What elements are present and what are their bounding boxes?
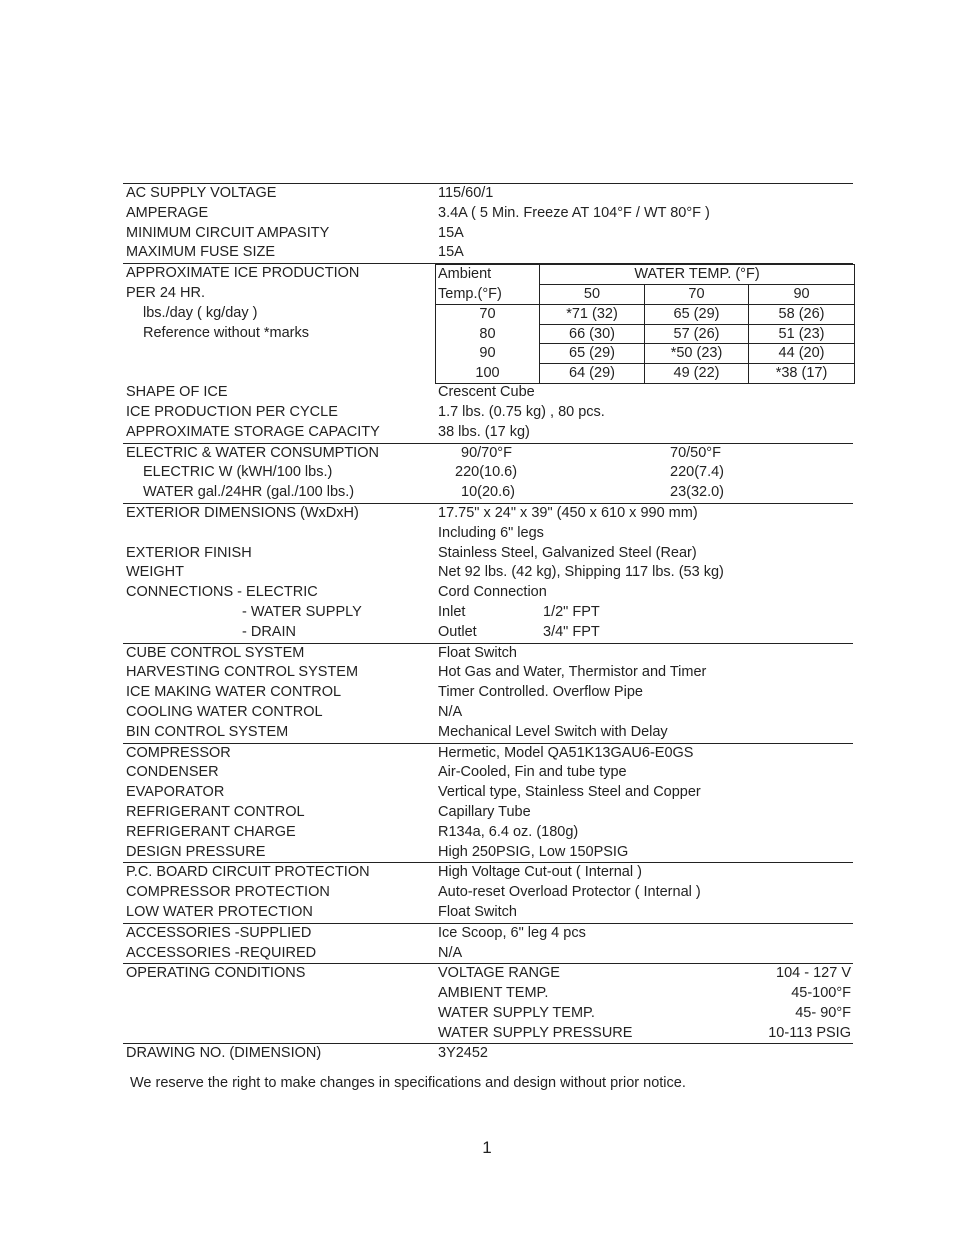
section-control [123,643,853,743]
spec-value: Inlet [438,603,466,620]
spec-value: R134a, 6.4 oz. (180g) [438,823,579,840]
spec-label: COMPRESSOR [126,744,231,761]
consumption-col-2: 70/50°F [670,444,721,461]
spec-row [123,524,853,544]
section-consumption [123,443,853,503]
spec-value: Stainless Steel, Galvanized Steel (Rear) [438,544,697,561]
spec-row [123,403,853,423]
production-cell: *71 (32) [540,304,645,324]
spec-value: Crescent Cube [438,384,535,401]
condition-value: 45-100°F [791,985,851,1002]
spec-value: Cord Connection [438,584,547,601]
ambient-temp-cell: 100 [436,364,540,384]
spec-value: 17.75" x 24" x 39" (450 x 610 x 990 mm) [438,504,698,521]
spec-value: Mechanical Level Switch with Delay [438,723,668,740]
production-cell: 66 (30) [540,324,645,344]
condition-name: VOLTAGE RANGE [438,965,560,982]
spec-label: DESIGN PRESSURE [126,843,266,860]
spec-row [123,744,853,764]
spec-value: Hot Gas and Water, Thermistor and Timer [438,664,707,681]
spec-label: EXTERIOR DIMENSIONS (WxDxH) [126,504,359,521]
spec-label: EVAPORATOR [126,784,225,801]
water-value-1: 10(20.6) [461,484,516,501]
table-row [436,265,855,285]
spec-row [123,843,853,863]
ice-production-label: PER 24 HR. [126,284,205,301]
water-value-2: 23(32.0) [670,484,725,501]
spec-label: COOLING WATER CONTROL [126,703,323,720]
spec-row [123,944,853,964]
spec-value: 15A [438,224,464,241]
spec-row [123,863,853,883]
spec-label: CUBE CONTROL SYSTEM [126,644,305,661]
spec-row [123,243,853,263]
table-row [436,344,855,364]
spec-value: Including 6" legs [438,524,544,541]
production-cell: 51 (23) [749,324,855,344]
spec-value: 1/2" FPT [543,603,600,620]
ambient-header: Temp.(°F) [436,284,540,304]
spec-row [123,1044,853,1064]
condition-name: WATER SUPPLY TEMP. [438,1004,595,1021]
spec-row [123,204,853,224]
spec-value: Air-Cooled, Fin and tube type [438,764,627,781]
spec-value: 3/4" FPT [543,623,600,640]
spec-row [123,623,853,643]
spec-label: CONNECTIONS - ELECTRIC [126,584,318,601]
spec-row [123,883,853,903]
page-number: 1 [482,1138,492,1157]
production-cell: 65 (29) [540,344,645,364]
section-power-supply [123,183,853,263]
spec-row [123,723,853,743]
spec-label: ACCESSORIES -REQUIRED [126,944,317,961]
spec-label: COMPRESSOR PROTECTION [126,884,330,901]
section-drawing [123,1044,853,1064]
ambient-header: Ambient [436,265,540,285]
spec-label: REFRIGERANT CONTROL [126,803,305,820]
table-row [436,284,855,304]
spec-value: Net 92 lbs. (42 kg), Shipping 117 lbs. (53 kg) [438,564,724,581]
ambient-temp-cell: 80 [436,324,540,344]
section-operating-conditions [123,963,853,1044]
spec-label: AC SUPPLY VOLTAGE [126,185,277,201]
spec-label: REFRIGERANT CHARGE [126,823,296,840]
section-accessories [123,923,853,964]
spec-row [123,703,853,723]
spec-label: CONDENSER [126,764,219,781]
spec-row [123,383,853,403]
spec-row [123,763,853,783]
spec-value: Auto-reset Overload Protector ( Internal ) [438,884,701,901]
spec-label: MAXIMUM FUSE SIZE [126,244,276,261]
ambient-temp-cell: 70 [436,304,540,324]
disclaimer-note: We reserve the right to make changes in specifications and design without prior notice. [130,1075,686,1091]
spec-label: BIN CONTROL SYSTEM [126,723,289,740]
spec-label: EXTERIOR FINISH [126,544,252,561]
spec-label: HARVESTING CONTROL SYSTEM [126,664,359,681]
condition-name: AMBIENT TEMP. [438,985,549,1002]
spec-row [123,823,853,843]
section-dimensions [123,503,853,643]
production-cell: *38 (17) [749,364,855,384]
production-cell: 65 (29) [645,304,749,324]
spec-value: 3Y2452 [438,1045,488,1062]
ice-production-block [123,264,853,383]
water-temp-header: WATER TEMP. (°F) [540,265,855,285]
table-row [436,364,855,384]
spec-row [123,184,853,204]
spec-row [123,1024,853,1044]
spec-row [123,544,853,564]
production-cell: 44 (20) [749,344,855,364]
electric-value-2: 220(7.4) [670,464,725,481]
spec-label: - DRAIN [242,623,296,640]
spec-label: WEIGHT [126,564,184,581]
spec-row [123,783,853,803]
spec-row [123,984,853,1004]
consumption-label: ELECTRIC & WATER CONSUMPTION [126,444,379,461]
spec-row [123,504,853,524]
spec-value: Outlet [438,623,477,640]
spec-label: MINIMUM CIRCUIT AMPASITY [126,224,330,241]
production-cell: 49 (22) [645,364,749,384]
spec-row [123,444,853,464]
table-row [436,304,855,324]
spec-label: ICE MAKING WATER CONTROL [126,684,342,701]
spec-label: AMPERAGE [126,204,209,221]
spec-label: APPROXIMATE STORAGE CAPACITY [126,423,380,440]
spec-label: - WATER SUPPLY [242,603,362,620]
condition-value: 10-113 PSIG [768,1024,851,1041]
production-cell: 64 (29) [540,364,645,384]
spec-row [123,803,853,823]
spec-value: Float Switch [438,644,517,661]
spec-row [123,683,853,703]
condition-name: WATER SUPPLY PRESSURE [438,1024,633,1041]
spec-value: Capillary Tube [438,803,531,820]
spec-row [123,603,853,623]
electric-label: ELECTRIC W (kWH/100 lbs.) [143,464,333,481]
ice-production-label: APPROXIMATE ICE PRODUCTION [126,265,360,282]
ice-production-unit: lbs./day ( kg/day ) [143,304,258,321]
electric-value-1: 220(10.6) [455,464,518,481]
water-label: WATER gal./24HR (gal./100 lbs.) [143,484,355,501]
spec-label: ICE PRODUCTION PER CYCLE [126,403,338,420]
spec-row [123,924,853,944]
spec-value: High Voltage Cut-out ( Internal ) [438,864,642,881]
spec-value: N/A [438,703,463,720]
spec-row [123,964,853,984]
spec-label: P.C. BOARD CIRCUIT PROTECTION [126,864,370,881]
spec-value: 38 lbs. (17 kg) [438,423,530,440]
spec-row [123,583,853,603]
ambient-temp-cell: 90 [436,344,540,364]
spec-value: Ice Scoop, 6" leg 4 pcs [438,924,586,941]
ice-production-note: Reference without *marks [143,324,310,341]
spec-row [123,644,853,664]
spec-row [123,903,853,923]
spec-label: DRAWING NO. (DIMENSION) [126,1045,322,1062]
production-cell: 58 (26) [749,304,855,324]
water-temp-column: 90 [749,284,855,304]
spec-label: ACCESSORIES -SUPPLIED [126,924,312,941]
spec-row [123,563,853,583]
spec-row [123,224,853,244]
spec-label: OPERATING CONDITIONS [126,965,306,982]
spec-label: LOW WATER PROTECTION [126,903,313,920]
water-temp-column: 50 [540,284,645,304]
ice-production-table [435,264,855,384]
spec-value: 3.4A ( 5 Min. Freeze AT 104°F / WT 80°F ) [438,204,710,221]
spec-row [123,463,853,483]
spec-value: 1.7 lbs. (0.75 kg) , 80 pcs. [438,403,605,420]
spec-row [123,483,853,503]
spec-value: Timer Controlled. Overflow Pipe [438,684,643,701]
spec-value: Hermetic, Model QA51K13GAU6-E0GS [438,744,694,761]
spec-row [123,423,853,443]
section-protection [123,862,853,922]
spec-value: 15A [438,244,464,261]
production-cell: 57 (26) [645,324,749,344]
spec-value: Float Switch [438,903,517,920]
production-cell: *50 (23) [645,344,749,364]
spec-row [123,663,853,683]
condition-value: 104 - 127 V [776,965,851,982]
water-temp-column: 70 [645,284,749,304]
spec-label: SHAPE OF ICE [126,384,228,401]
spec-row [123,1004,853,1024]
specification-sheet [123,183,853,1064]
spec-value: N/A [438,944,463,961]
table-row [436,324,855,344]
spec-value: Vertical type, Stainless Steel and Copper [438,784,701,801]
section-ice-production [123,263,853,442]
consumption-col-1: 90/70°F [461,444,512,461]
condition-value: 45- 90°F [795,1004,851,1021]
spec-value: High 250PSIG, Low 150PSIG [438,843,629,860]
spec-value: 115/60/1 [438,185,494,201]
section-refrigeration [123,743,853,863]
